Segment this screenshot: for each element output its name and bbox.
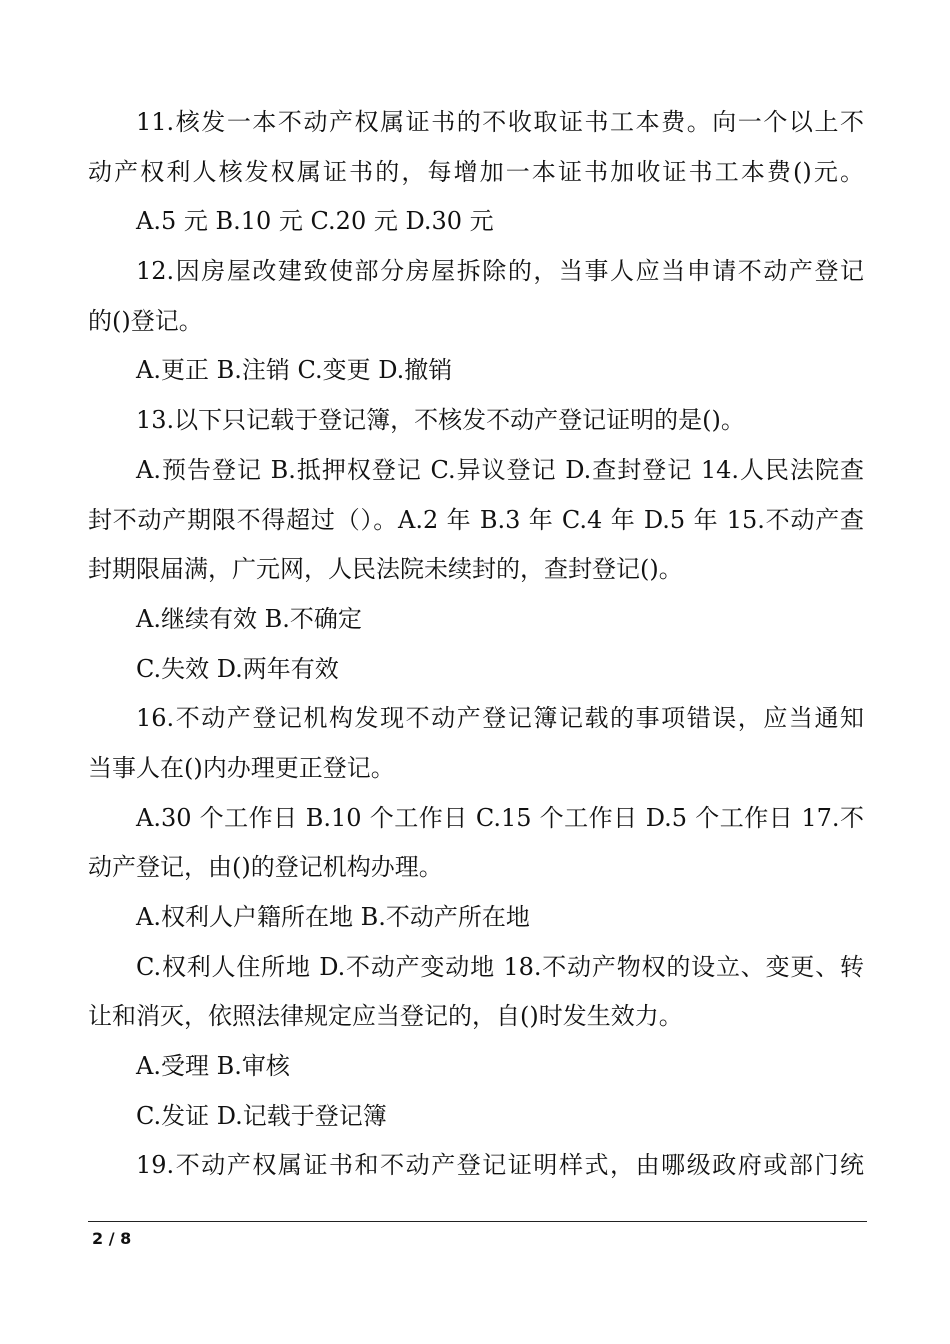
text-line: C.权利人住所地 D.不动产变动地 18.不动产物权的设立、变更、转 xyxy=(136,952,864,981)
text-line: A.30 个工作日 B.10 个工作日 C.15 个工作日 D.5 个工作日 17.不 xyxy=(136,803,864,832)
text-line: C.失效 D.两年有效 xyxy=(136,654,339,683)
footer-divider xyxy=(88,1221,867,1222)
text-line: 11.核发一本不动产权属证书的不收取证书工本费。向一个以上不 xyxy=(136,108,864,136)
text-line: A.更正 B.注销 C.变更 D.撤销 xyxy=(136,356,453,385)
text-line: A.权利人户籍所在地 B.不动产所在地 xyxy=(136,903,530,931)
text-line: A.5 元 B.10 元 C.20 元 D.30 元 xyxy=(136,207,494,236)
text-line: 的()登记。 xyxy=(88,306,203,335)
text-line: 12.因房屋改建致使部分房屋拆除的，当事人应当申请不动产登记 xyxy=(136,257,864,286)
text-line: 动产登记，由()的登记机构办理。 xyxy=(88,853,443,882)
text-line: 19.不动产权属证书和不动产登记证明样式，由哪级政府或部门统 xyxy=(136,1151,864,1180)
document-body xyxy=(88,98,864,1191)
text-line: A.受理 B.审核 xyxy=(136,1052,290,1081)
text-line: A.预告登记 B.抵押权登记 C.异议登记 D.查封登记 14.人民法院查 xyxy=(136,455,864,484)
page-number: 2 / 8 xyxy=(92,1229,132,1248)
text-line: A.继续有效 B.不确定 xyxy=(136,604,362,633)
text-line: 当事人在()内办理更正登记。 xyxy=(88,753,395,782)
text-line: 封不动产期限不得超过（）。A.2 年 B.3 年 C.4 年 D.5 年 15.不动产查 xyxy=(88,505,864,534)
text-line: C.发证 D.记载于登记簿 xyxy=(136,1101,387,1130)
text-line: 动产权利人核发权属证书的，每增加一本证书加收证书工本费()元。 xyxy=(88,157,864,186)
text-line: 封期限届满，广元网，人民法院未续封的，查封登记()。 xyxy=(88,555,683,584)
text-line: 13.以下只记载于登记簿，不核发不动产登记证明的是()。 xyxy=(136,406,745,435)
text-line: 让和消灭，依照法律规定应当登记的，自()时发生效力。 xyxy=(88,1002,683,1031)
text-line: 16.不动产登记机构发现不动产登记簿记载的事项错误，应当通知 xyxy=(136,704,864,733)
